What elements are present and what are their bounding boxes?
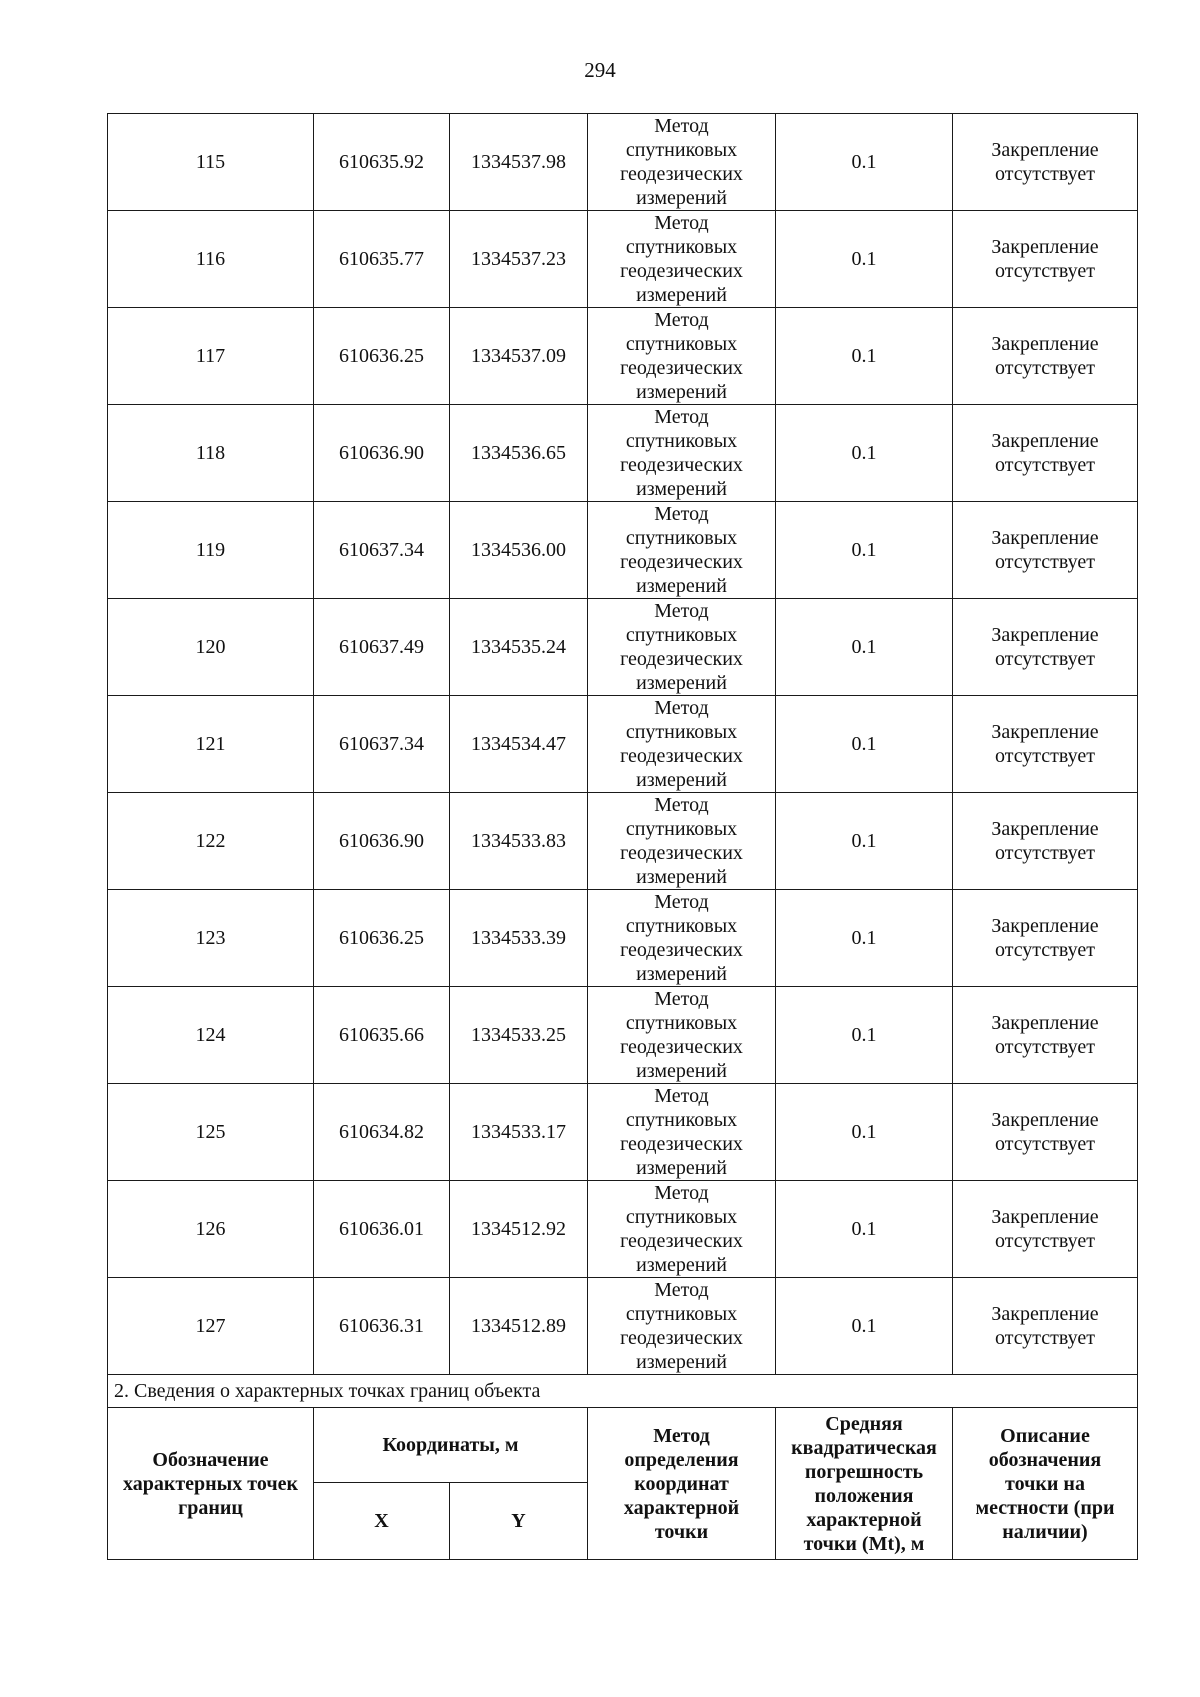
description-line: отсутствует bbox=[994, 745, 1096, 767]
x-coordinate-cell: 610636.90 bbox=[314, 793, 450, 890]
method-line: Метод bbox=[654, 309, 709, 331]
method-cell bbox=[588, 696, 776, 793]
description-line: Закрепление bbox=[991, 915, 1099, 937]
table-row bbox=[108, 987, 1138, 1084]
mt-cell: 0.1 bbox=[776, 987, 953, 1084]
header-mt-line: Средняя bbox=[825, 1412, 903, 1435]
method-line: спутниковых bbox=[625, 527, 738, 549]
coordinates-table bbox=[107, 113, 1138, 1560]
header-point-line: характерных точек bbox=[122, 1472, 299, 1495]
description-line: Закрепление bbox=[991, 721, 1099, 743]
method-line: измерений bbox=[636, 1157, 727, 1179]
method-line: геодезических bbox=[620, 357, 743, 379]
description-cell bbox=[953, 599, 1138, 696]
method-line: измерений bbox=[636, 1351, 727, 1373]
point-number-cell: 120 bbox=[108, 599, 314, 696]
description-line: Закрепление bbox=[991, 236, 1099, 258]
x-coordinate-cell: 610636.25 bbox=[314, 308, 450, 405]
method-line: геодезических bbox=[620, 842, 743, 864]
method-cell bbox=[588, 599, 776, 696]
header-point-line: Обозначение bbox=[152, 1448, 269, 1471]
method-cell bbox=[588, 114, 776, 211]
mt-cell: 0.1 bbox=[776, 308, 953, 405]
method-line: измерений bbox=[636, 963, 727, 985]
point-number-cell: 123 bbox=[108, 890, 314, 987]
method-line: спутниковых bbox=[625, 236, 738, 258]
description-cell bbox=[953, 211, 1138, 308]
description-cell bbox=[953, 502, 1138, 599]
header-mt-line: точки (Mt), м bbox=[803, 1532, 925, 1555]
mt-cell: 0.1 bbox=[776, 502, 953, 599]
method-cell bbox=[588, 502, 776, 599]
y-coordinate-cell: 1334535.24 bbox=[450, 599, 588, 696]
mt-cell: 0.1 bbox=[776, 1181, 953, 1278]
description-cell bbox=[953, 696, 1138, 793]
mt-cell: 0.1 bbox=[776, 114, 953, 211]
method-line: спутниковых bbox=[625, 1206, 738, 1228]
method-line: измерений bbox=[636, 1060, 727, 1082]
method-cell bbox=[588, 1084, 776, 1181]
method-line: Метод bbox=[654, 115, 709, 137]
method-cell bbox=[588, 405, 776, 502]
method-line: спутниковых bbox=[625, 333, 738, 355]
header-method-line: координат bbox=[634, 1472, 729, 1495]
section-2 bbox=[108, 1375, 1138, 1560]
description-cell bbox=[953, 987, 1138, 1084]
point-number-cell: 119 bbox=[108, 502, 314, 599]
header-description-line: Описание bbox=[1000, 1424, 1090, 1447]
method-cell bbox=[588, 211, 776, 308]
method-line: спутниковых bbox=[625, 721, 738, 743]
description-line: Закрепление bbox=[991, 527, 1099, 549]
y-coordinate-cell: 1334512.89 bbox=[450, 1278, 588, 1375]
table-row bbox=[108, 211, 1138, 308]
description-line: отсутствует bbox=[994, 357, 1096, 379]
header-method-line: Метод bbox=[653, 1424, 710, 1447]
method-line: Метод bbox=[654, 1085, 709, 1107]
x-coordinate-cell: 610635.92 bbox=[314, 114, 450, 211]
x-coordinate-cell: 610635.77 bbox=[314, 211, 450, 308]
description-line: Закрепление bbox=[991, 1303, 1099, 1325]
header-description bbox=[953, 1408, 1138, 1560]
section-title: 2. Сведения о характерных точках границ объекта bbox=[108, 1375, 1138, 1408]
table-body bbox=[108, 114, 1138, 1375]
method-line: Метод bbox=[654, 697, 709, 719]
method-line: измерений bbox=[636, 478, 727, 500]
x-coordinate-cell: 610636.31 bbox=[314, 1278, 450, 1375]
y-coordinate-cell: 1334533.17 bbox=[450, 1084, 588, 1181]
method-line: Метод bbox=[654, 1279, 709, 1301]
description-line: Закрепление bbox=[991, 818, 1099, 840]
method-cell bbox=[588, 793, 776, 890]
page-number: 294 bbox=[584, 58, 616, 82]
method-line: Метод bbox=[654, 600, 709, 622]
method-line: Метод bbox=[654, 212, 709, 234]
description-line: Закрепление bbox=[991, 430, 1099, 452]
method-cell bbox=[588, 1278, 776, 1375]
point-number-cell: 115 bbox=[108, 114, 314, 211]
method-line: измерений bbox=[636, 575, 727, 597]
method-line: Метод bbox=[654, 891, 709, 913]
method-line: геодезических bbox=[620, 648, 743, 670]
table-row bbox=[108, 114, 1138, 211]
y-coordinate-cell: 1334534.47 bbox=[450, 696, 588, 793]
description-cell bbox=[953, 1278, 1138, 1375]
description-line: Закрепление bbox=[991, 333, 1099, 355]
point-number-cell: 117 bbox=[108, 308, 314, 405]
description-cell bbox=[953, 1084, 1138, 1181]
method-line: Метод bbox=[654, 1182, 709, 1204]
point-number-cell: 121 bbox=[108, 696, 314, 793]
x-coordinate-cell: 610636.90 bbox=[314, 405, 450, 502]
y-coordinate-cell: 1334536.65 bbox=[450, 405, 588, 502]
table-row bbox=[108, 599, 1138, 696]
description-cell bbox=[953, 793, 1138, 890]
table-row bbox=[108, 1084, 1138, 1181]
description-cell bbox=[953, 890, 1138, 987]
description-line: отсутствует bbox=[994, 551, 1096, 573]
mt-cell: 0.1 bbox=[776, 1278, 953, 1375]
method-line: измерений bbox=[636, 284, 727, 306]
header-description-line: точки на bbox=[1005, 1472, 1085, 1495]
method-line: спутниковых bbox=[625, 1303, 738, 1325]
description-line: Закрепление bbox=[991, 139, 1099, 161]
description-line: отсутствует bbox=[994, 454, 1096, 476]
method-cell bbox=[588, 308, 776, 405]
table-row bbox=[108, 308, 1138, 405]
method-line: геодезических bbox=[620, 1036, 743, 1058]
y-coordinate-cell: 1334533.83 bbox=[450, 793, 588, 890]
header-description-line: местности (при bbox=[975, 1496, 1115, 1519]
method-line: Метод bbox=[654, 794, 709, 816]
description-cell bbox=[953, 1181, 1138, 1278]
header-mt-line: характерной bbox=[806, 1508, 922, 1531]
table-row bbox=[108, 1181, 1138, 1278]
description-cell bbox=[953, 308, 1138, 405]
y-coordinate-cell: 1334537.98 bbox=[450, 114, 588, 211]
y-coordinate-cell: 1334512.92 bbox=[450, 1181, 588, 1278]
table-row bbox=[108, 405, 1138, 502]
header-mt-line: квадратическая bbox=[791, 1436, 937, 1459]
description-line: отсутствует bbox=[994, 1327, 1096, 1349]
description-line: отсутствует bbox=[994, 648, 1096, 670]
method-line: геодезических bbox=[620, 1327, 743, 1349]
method-line: геодезических bbox=[620, 454, 743, 476]
mt-cell: 0.1 bbox=[776, 1084, 953, 1181]
method-line: спутниковых bbox=[625, 1109, 738, 1131]
description-line: Закрепление bbox=[991, 1012, 1099, 1034]
method-line: геодезических bbox=[620, 163, 743, 185]
header-description-line: наличии) bbox=[1002, 1520, 1088, 1543]
method-line: спутниковых bbox=[625, 818, 738, 840]
description-line: отсутствует bbox=[994, 1036, 1096, 1058]
x-coordinate-cell: 610636.25 bbox=[314, 890, 450, 987]
method-cell bbox=[588, 987, 776, 1084]
mt-cell: 0.1 bbox=[776, 211, 953, 308]
description-cell bbox=[953, 114, 1138, 211]
description-line: отсутствует bbox=[994, 1230, 1096, 1252]
method-line: измерений bbox=[636, 866, 727, 888]
mt-cell: 0.1 bbox=[776, 793, 953, 890]
point-number-cell: 127 bbox=[108, 1278, 314, 1375]
method-line: измерений bbox=[636, 187, 727, 209]
table-row bbox=[108, 890, 1138, 987]
point-number-cell: 116 bbox=[108, 211, 314, 308]
description-line: отсутствует bbox=[994, 939, 1096, 961]
method-line: геодезических bbox=[620, 1230, 743, 1252]
point-number-cell: 118 bbox=[108, 405, 314, 502]
header-method-line: определения bbox=[624, 1448, 739, 1471]
description-line: Закрепление bbox=[991, 1206, 1099, 1228]
table-row bbox=[108, 793, 1138, 890]
table-row bbox=[108, 1278, 1138, 1375]
method-line: геодезических bbox=[620, 745, 743, 767]
method-line: Метод bbox=[654, 988, 709, 1010]
mt-cell: 0.1 bbox=[776, 890, 953, 987]
method-cell bbox=[588, 890, 776, 987]
method-line: геодезических bbox=[620, 939, 743, 961]
method-line: измерений bbox=[636, 769, 727, 791]
header-mt bbox=[776, 1408, 953, 1560]
description-line: отсутствует bbox=[994, 842, 1096, 864]
header-mt-line: погрешность bbox=[804, 1460, 924, 1483]
header-coords: Координаты, м bbox=[314, 1408, 588, 1483]
table-row bbox=[108, 696, 1138, 793]
header-y: Y bbox=[450, 1483, 588, 1560]
x-coordinate-cell: 610637.49 bbox=[314, 599, 450, 696]
header-row-top bbox=[108, 1408, 1138, 1483]
method-line: спутниковых bbox=[625, 915, 738, 937]
header-point bbox=[108, 1408, 314, 1560]
method-line: спутниковых bbox=[625, 430, 738, 452]
x-coordinate-cell: 610636.01 bbox=[314, 1181, 450, 1278]
header-point-line: границ bbox=[178, 1496, 243, 1519]
description-line: отсутствует bbox=[994, 260, 1096, 282]
y-coordinate-cell: 1334533.25 bbox=[450, 987, 588, 1084]
x-coordinate-cell: 610635.66 bbox=[314, 987, 450, 1084]
mt-cell: 0.1 bbox=[776, 599, 953, 696]
x-coordinate-cell: 610637.34 bbox=[314, 502, 450, 599]
method-line: спутниковых bbox=[625, 624, 738, 646]
method-line: геодезических bbox=[620, 1133, 743, 1155]
y-coordinate-cell: 1334533.39 bbox=[450, 890, 588, 987]
y-coordinate-cell: 1334537.09 bbox=[450, 308, 588, 405]
point-number-cell: 126 bbox=[108, 1181, 314, 1278]
header-x: X bbox=[314, 1483, 450, 1560]
mt-cell: 0.1 bbox=[776, 405, 953, 502]
method-line: Метод bbox=[654, 406, 709, 428]
header-mt-line: положения bbox=[814, 1484, 914, 1507]
header-description-line: обозначения bbox=[988, 1448, 1102, 1471]
section-title-row bbox=[108, 1375, 1138, 1408]
point-number-cell: 124 bbox=[108, 987, 314, 1084]
header-method-line: характерной bbox=[623, 1496, 740, 1519]
method-line: геодезических bbox=[620, 260, 743, 282]
description-cell bbox=[953, 405, 1138, 502]
method-line: спутниковых bbox=[625, 1012, 738, 1034]
header-method bbox=[588, 1408, 776, 1560]
mt-cell: 0.1 bbox=[776, 696, 953, 793]
point-number-cell: 125 bbox=[108, 1084, 314, 1181]
method-cell bbox=[588, 1181, 776, 1278]
method-line: геодезических bbox=[620, 551, 743, 573]
description-line: Закрепление bbox=[991, 1109, 1099, 1131]
x-coordinate-cell: 610637.34 bbox=[314, 696, 450, 793]
header-method-line: точки bbox=[654, 1520, 709, 1543]
y-coordinate-cell: 1334537.23 bbox=[450, 211, 588, 308]
method-line: измерений bbox=[636, 1254, 727, 1276]
x-coordinate-cell: 610634.82 bbox=[314, 1084, 450, 1181]
description-line: отсутствует bbox=[994, 163, 1096, 185]
method-line: спутниковых bbox=[625, 139, 738, 161]
method-line: измерений bbox=[636, 672, 727, 694]
method-line: измерений bbox=[636, 381, 727, 403]
description-line: Закрепление bbox=[991, 624, 1099, 646]
y-coordinate-cell: 1334536.00 bbox=[450, 502, 588, 599]
table-row bbox=[108, 502, 1138, 599]
description-line: отсутствует bbox=[994, 1133, 1096, 1155]
method-line: Метод bbox=[654, 503, 709, 525]
point-number-cell: 122 bbox=[108, 793, 314, 890]
